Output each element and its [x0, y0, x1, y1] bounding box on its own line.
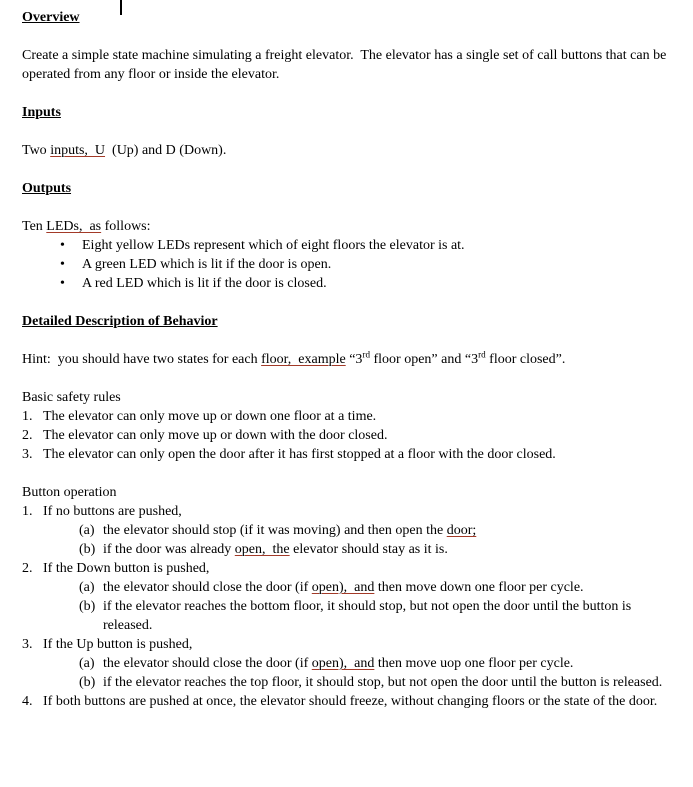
text-run: Ten — [22, 219, 47, 234]
list-item-text — [43, 502, 669, 521]
text-run: Two — [22, 143, 51, 158]
paragraph — [22, 46, 669, 84]
sub-list-item — [79, 673, 669, 692]
list-item-text — [82, 236, 669, 255]
sub-list-item-text — [103, 578, 669, 597]
list-item — [60, 255, 669, 274]
text-run: Button operation — [22, 485, 117, 500]
sub-list-marker: (b) — [79, 599, 96, 614]
bullet-icon: • — [60, 257, 65, 272]
text-run: If the Down button is pushed, — [43, 561, 210, 576]
sub-list-item-text — [103, 654, 669, 673]
sub-list-item — [79, 540, 669, 559]
text-run: then move uop one floor per cycle. — [374, 656, 574, 671]
sub-list-marker: (b) — [79, 675, 96, 690]
heading-inputs — [22, 103, 669, 122]
sub-list-item — [79, 521, 669, 540]
list-item-text — [43, 559, 669, 578]
text-run: floor open” and “3 — [370, 352, 479, 367]
text-run: Create a simple state machine simulating a freight elevator. The elevator has a single set of call buttons that can be operated from any floor or inside the elevator. — [22, 48, 670, 82]
list-item — [22, 692, 669, 711]
text-run: If no buttons are pushed, — [43, 504, 182, 519]
grammar-underline: LEDs, as — [46, 219, 102, 234]
sub-list-marker: (b) — [79, 542, 96, 557]
sub-list-item-text — [103, 673, 669, 692]
text-run: if the door was already — [103, 542, 235, 557]
list-item — [22, 426, 669, 445]
list-number: 4. — [22, 694, 33, 709]
list-item — [22, 559, 669, 578]
text-run: A green LED which is lit if the door is open. — [82, 257, 332, 272]
text-run: (Up) and D (Down). — [105, 143, 227, 158]
numbered-list-section — [22, 483, 669, 711]
list-item-text — [43, 692, 669, 711]
list-item-text — [43, 635, 669, 654]
bullet-list-section — [22, 217, 669, 293]
sub-list-marker: (a) — [79, 523, 95, 538]
text-run: Eight yellow LEDs represent which of eight floors the elevator is at. — [82, 238, 465, 253]
sub-list-marker: (a) — [79, 580, 95, 595]
sub-list-item — [79, 597, 669, 635]
text-run: elevator should stay as it is. — [289, 542, 448, 557]
text-run: then move down one floor per cycle. — [374, 580, 584, 595]
text-run: floor closed”. — [485, 352, 566, 367]
list-item — [60, 236, 669, 255]
text-run: If both buttons are pushed at once, the elevator should freeze, without changing floors or the state of the door. — [43, 694, 658, 709]
text-run: Inputs — [22, 105, 61, 120]
text-cursor — [120, 0, 122, 15]
list-item-text — [82, 274, 669, 293]
sub-list-item — [79, 578, 669, 597]
list-item — [22, 407, 669, 426]
text-run: “3 — [345, 352, 363, 367]
text-run: Hint: you should have two states for each — [22, 352, 262, 367]
list-number: 1. — [22, 409, 33, 424]
text-run: Detailed Description of Behavior — [22, 314, 218, 329]
paragraph — [22, 483, 669, 502]
sub-list-item-text — [103, 597, 669, 635]
list-item-text — [82, 255, 669, 274]
numbered-list-section — [22, 388, 669, 464]
list-number: 3. — [22, 447, 33, 462]
text-run: follows: — [101, 219, 151, 234]
list-item — [22, 635, 669, 654]
list-number: 1. — [22, 504, 33, 519]
list-item-text — [43, 445, 669, 464]
grammar-underline: door; — [446, 523, 477, 538]
paragraph — [22, 141, 669, 160]
superscript: rd — [478, 349, 486, 360]
text-run: if the elevator reaches the top floor, it should stop, but not open the door until the button is released. — [103, 675, 663, 690]
sub-list-item — [79, 654, 669, 673]
bullet-icon: • — [60, 238, 65, 253]
grammar-underline: open), and — [311, 580, 375, 595]
superscript: rd — [362, 349, 370, 360]
heading-detailed-description — [22, 312, 669, 331]
text-run: A red LED which is lit if the door is closed. — [82, 276, 327, 291]
paragraph — [22, 217, 669, 236]
text-run: the elevator should close the door (if — [103, 656, 312, 671]
list-number: 3. — [22, 637, 33, 652]
text-run: the elevator should stop (if it was moving) and then open the — [103, 523, 447, 538]
list-item — [60, 274, 669, 293]
list-item-text — [43, 407, 669, 426]
paragraph — [22, 350, 669, 369]
sub-list-item-text — [103, 521, 669, 540]
text-run: Basic safety rules — [22, 390, 121, 405]
grammar-underline: floor, example — [261, 352, 346, 367]
list-number: 2. — [22, 561, 33, 576]
list-item — [22, 502, 669, 521]
sub-list-marker: (a) — [79, 656, 95, 671]
grammar-underline: open, the — [234, 542, 290, 557]
list-item — [22, 445, 669, 464]
text-run: If the Up button is pushed, — [43, 637, 193, 652]
text-run: Outputs — [22, 181, 72, 196]
text-run: Overview — [22, 10, 80, 25]
bullet-icon: • — [60, 276, 65, 291]
text-run: the elevator should close the door (if — [103, 580, 312, 595]
grammar-underline: inputs, U — [50, 143, 106, 158]
text-run: The elevator can only move up or down with the door closed. — [43, 428, 388, 443]
text-run: The elevator can only open the door after it has first stopped at a floor with the door closed. — [43, 447, 556, 462]
sub-list-item-text — [103, 540, 669, 559]
text-run: The elevator can only move up or down one floor at a time. — [43, 409, 377, 424]
text-run: if the elevator reaches the bottom floor, it should stop, but not open the door until the button is released. — [103, 599, 635, 633]
list-number: 2. — [22, 428, 33, 443]
grammar-underline: open), and — [311, 656, 375, 671]
list-item-text — [43, 426, 669, 445]
paragraph — [22, 388, 669, 407]
heading-outputs — [22, 179, 669, 198]
